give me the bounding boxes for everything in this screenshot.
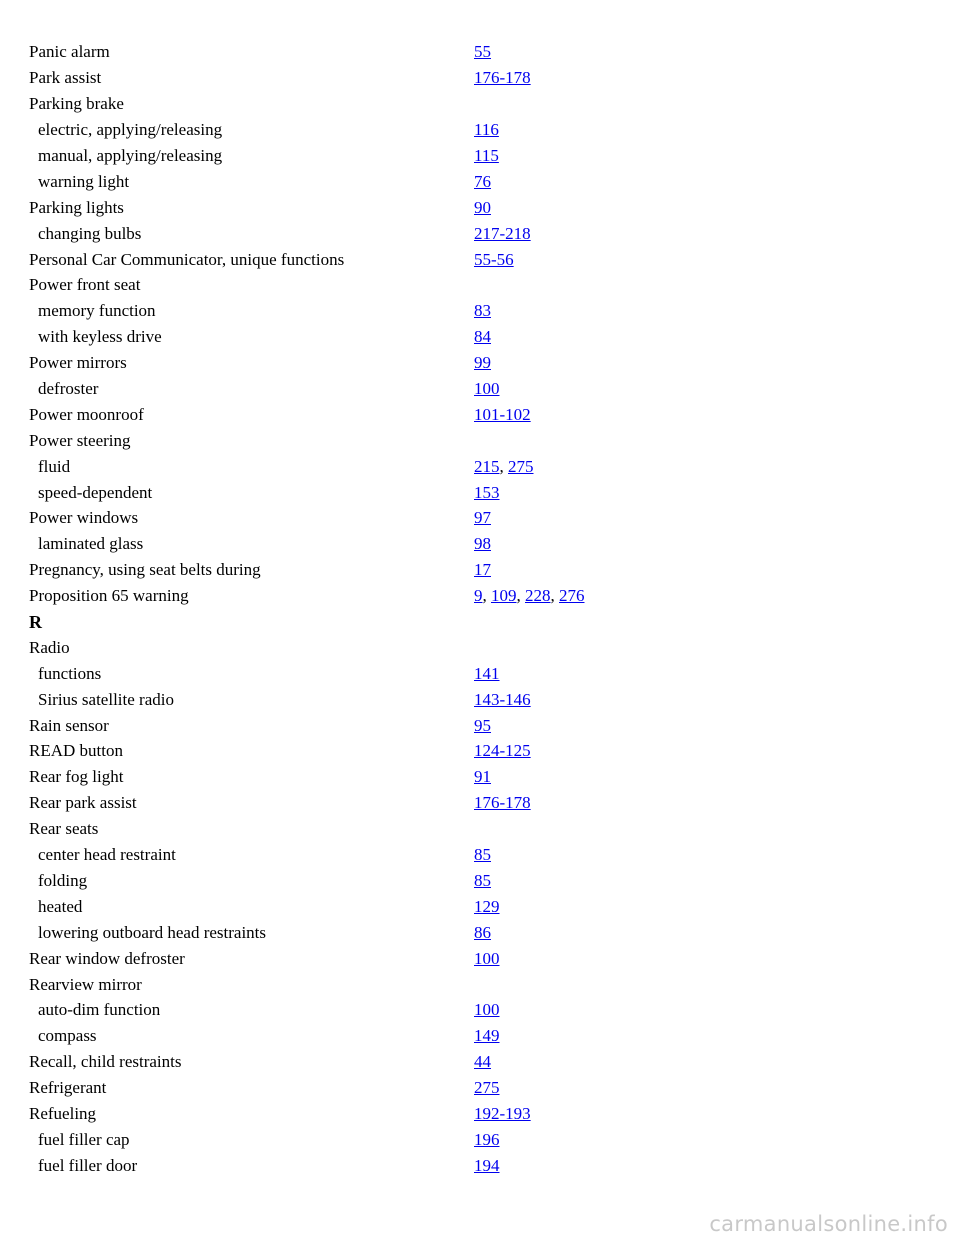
index-subentry xyxy=(29,1023,929,1049)
page-link[interactable]: 153 xyxy=(474,482,500,502)
page-link[interactable]: 90 xyxy=(474,197,491,217)
index-letter-heading xyxy=(29,609,929,635)
index-term: with keyless drive xyxy=(38,327,162,347)
index-term: folding xyxy=(38,870,88,890)
page-references xyxy=(474,768,491,785)
index-term: Rear park assist xyxy=(29,793,137,813)
page-references xyxy=(474,1157,500,1174)
index-term: auto-dim function xyxy=(38,1000,161,1020)
index-term: Proposition 65 warning xyxy=(29,586,189,606)
watermark: carmanualsonline.info xyxy=(709,1212,948,1236)
index-term: Power windows xyxy=(29,508,139,528)
index-entry xyxy=(29,816,929,842)
index-term: Radio xyxy=(29,637,70,657)
index-term: READ button xyxy=(29,741,123,761)
page-references xyxy=(474,1053,491,1070)
page-references xyxy=(474,147,499,164)
page-references xyxy=(474,328,491,345)
index-subentry xyxy=(29,842,929,868)
page-link[interactable]: 276 xyxy=(559,586,585,606)
page-link[interactable]: 149 xyxy=(474,1026,500,1046)
index-subentry xyxy=(29,479,929,505)
index-entry xyxy=(29,712,929,738)
page-link[interactable]: 55-56 xyxy=(474,249,514,269)
page-references xyxy=(474,665,500,682)
page-link[interactable]: 228 xyxy=(525,586,551,606)
page-link[interactable]: 95 xyxy=(474,715,491,735)
index-entry xyxy=(29,583,929,609)
index-term: speed-dependent xyxy=(38,482,153,502)
page-link[interactable]: 100 xyxy=(474,379,500,399)
index-subentry xyxy=(29,453,929,479)
index-subentry xyxy=(29,531,929,557)
index-term: Pregnancy, using seat belts during xyxy=(29,560,261,580)
index-term: Personal Car Communicator, unique functions xyxy=(29,249,345,269)
index-entry xyxy=(29,39,929,65)
index-term: warning light xyxy=(38,171,130,191)
page-link[interactable]: 83 xyxy=(474,301,491,321)
page-references xyxy=(474,742,531,759)
page-references xyxy=(474,251,514,268)
index-entry xyxy=(29,505,929,531)
index-term: heated xyxy=(38,896,83,916)
page-link[interactable]: 55 xyxy=(474,42,491,62)
page-link[interactable]: 217-218 xyxy=(474,223,531,243)
page-references xyxy=(474,587,585,604)
page-link[interactable]: 124-125 xyxy=(474,741,531,761)
page-separator: , xyxy=(516,586,525,606)
page-separator: , xyxy=(482,586,491,606)
index-term: functions xyxy=(38,663,102,683)
page-link[interactable]: 176-178 xyxy=(474,68,531,88)
index-term: Park assist xyxy=(29,68,102,88)
page-separator: , xyxy=(550,586,559,606)
page-references xyxy=(474,794,531,811)
index-term: compass xyxy=(38,1026,97,1046)
page-link[interactable]: 109 xyxy=(491,586,517,606)
index-entry xyxy=(29,557,929,583)
index-subentry xyxy=(29,376,929,402)
page-link[interactable]: 143-146 xyxy=(474,689,531,709)
index-entry xyxy=(29,1049,929,1075)
index-entry xyxy=(29,738,929,764)
index-subentry xyxy=(29,919,929,945)
index-subentry xyxy=(29,660,929,686)
index-term: fuel filler cap xyxy=(38,1129,130,1149)
index-term: Power steering xyxy=(29,430,131,450)
page-references xyxy=(474,302,491,319)
page-link[interactable]: 215 xyxy=(474,456,500,476)
index-subentry xyxy=(29,298,929,324)
index-subentry xyxy=(29,1152,929,1178)
index-term: Rain sensor xyxy=(29,715,109,735)
index-subentry xyxy=(29,997,929,1023)
index-term: memory function xyxy=(38,301,156,321)
page-separator: , xyxy=(499,456,508,476)
index-entry xyxy=(29,427,929,453)
index-term: electric, applying/releasing xyxy=(38,120,223,140)
index-subentry xyxy=(29,1126,929,1152)
index-entry xyxy=(29,945,929,971)
index-entry xyxy=(29,634,929,660)
page-link[interactable]: 275 xyxy=(474,1078,500,1098)
index-subentry xyxy=(29,143,929,169)
page-link[interactable]: 98 xyxy=(474,534,491,554)
index-subentry xyxy=(29,868,929,894)
index-term: Refrigerant xyxy=(29,1078,107,1098)
page-references xyxy=(474,1105,531,1122)
page-references xyxy=(474,380,500,397)
page-references xyxy=(474,69,531,86)
page-references xyxy=(474,1001,500,1018)
index-term: Sirius satellite radio xyxy=(38,689,174,709)
index-subentry xyxy=(29,686,929,712)
index-subentry xyxy=(29,893,929,919)
page-link[interactable]: 85 xyxy=(474,870,491,890)
index-term: center head restraint xyxy=(38,845,176,865)
page-references xyxy=(474,354,491,371)
index-term: laminated glass xyxy=(38,534,144,554)
page-references xyxy=(474,406,531,423)
index-term: Power mirrors xyxy=(29,353,127,373)
page-references xyxy=(474,950,500,967)
index-entry xyxy=(29,790,929,816)
page-link[interactable]: 9 xyxy=(474,586,483,606)
index-term: Rear seats xyxy=(29,819,99,839)
page-link[interactable]: 100 xyxy=(474,948,500,968)
index-entry xyxy=(29,91,929,117)
index-entry xyxy=(29,1075,929,1101)
index-entry xyxy=(29,350,929,376)
page-link[interactable]: 84 xyxy=(474,327,491,347)
page-references xyxy=(474,458,534,475)
index-term: changing bulbs xyxy=(38,223,142,243)
index-term: Parking brake xyxy=(29,94,124,114)
index-term: Parking lights xyxy=(29,197,124,217)
page-references xyxy=(474,898,500,915)
page-references xyxy=(474,535,491,552)
page-references xyxy=(474,924,491,941)
page-link[interactable]: 141 xyxy=(474,663,500,683)
index-term: Rear window defroster xyxy=(29,948,185,968)
page-references xyxy=(474,225,531,242)
page-references xyxy=(474,561,491,578)
index-term: Power moonroof xyxy=(29,404,144,424)
index-entry xyxy=(29,272,929,298)
index-term: defroster xyxy=(38,379,99,399)
index-entry xyxy=(29,401,929,427)
page-link[interactable]: 97 xyxy=(474,508,491,528)
index-term: Rearview mirror xyxy=(29,974,142,994)
page-references xyxy=(474,484,500,501)
page-link[interactable]: 17 xyxy=(474,560,491,580)
page-link[interactable]: 86 xyxy=(474,922,491,942)
index-term: Rear fog light xyxy=(29,767,124,787)
page-references xyxy=(474,1131,500,1148)
index-term: Refueling xyxy=(29,1103,97,1123)
index-subentry xyxy=(29,168,929,194)
page-link[interactable]: 85 xyxy=(474,845,491,865)
index-entry xyxy=(29,1101,929,1127)
page-link[interactable]: 115 xyxy=(474,146,499,165)
page-references xyxy=(474,173,491,190)
index-term: fuel filler door xyxy=(38,1155,138,1175)
page-references xyxy=(474,43,491,60)
index-entry xyxy=(29,764,929,790)
page-references xyxy=(474,717,491,734)
page-link[interactable]: 196 xyxy=(474,1129,500,1149)
page-link[interactable]: 91 xyxy=(474,767,491,787)
page-references xyxy=(474,121,499,138)
index-list xyxy=(29,39,929,1178)
page-link[interactable]: 99 xyxy=(474,353,491,373)
page-link[interactable]: 176-178 xyxy=(474,793,531,813)
letter-label: R xyxy=(29,611,42,632)
index-term: fluid xyxy=(38,456,71,476)
index-subentry xyxy=(29,220,929,246)
index-term: Recall, child restraints xyxy=(29,1052,182,1072)
index-term: Power front seat xyxy=(29,275,141,295)
page-link[interactable]: 275 xyxy=(508,456,534,476)
page-link[interactable]: 76 xyxy=(474,171,491,191)
page-references xyxy=(474,509,491,526)
page-link[interactable]: 44 xyxy=(474,1052,491,1072)
index-subentry xyxy=(29,117,929,143)
page-references xyxy=(474,1079,500,1096)
index-entry xyxy=(29,194,929,220)
page-link[interactable]: 194 xyxy=(474,1155,500,1175)
index-term: Panic alarm xyxy=(29,42,110,62)
page-references xyxy=(474,199,491,216)
index-subentry xyxy=(29,324,929,350)
index-entry xyxy=(29,246,929,272)
page-references xyxy=(474,1027,500,1044)
index-term: lowering outboard head restraints xyxy=(38,922,267,942)
page-link[interactable]: 116 xyxy=(474,120,499,140)
index-term: manual, applying/releasing xyxy=(38,146,223,165)
page-link[interactable]: 101-102 xyxy=(474,404,531,424)
index-entry xyxy=(29,971,929,997)
page-references xyxy=(474,846,491,863)
page-link[interactable]: 100 xyxy=(474,1000,500,1020)
page-references xyxy=(474,872,491,889)
page-link[interactable]: 129 xyxy=(474,896,500,916)
index-entry xyxy=(29,65,929,91)
page-link[interactable]: 192-193 xyxy=(474,1103,531,1123)
page-references xyxy=(474,691,531,708)
